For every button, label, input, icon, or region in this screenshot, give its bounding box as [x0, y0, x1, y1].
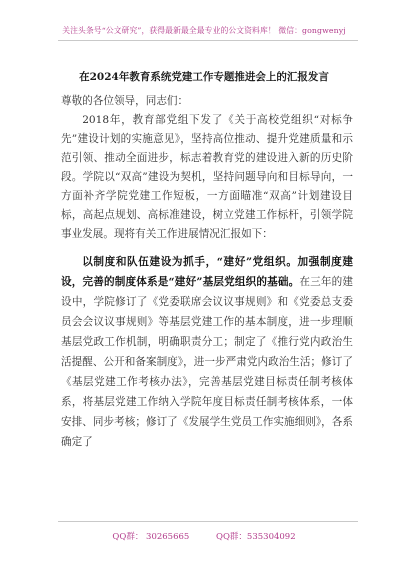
paragraph-2: [61, 252, 353, 452]
footer-contacts: [0, 530, 408, 542]
footer-qq-group-1: QQ群： 30265665: [112, 532, 190, 542]
salutation: 尊敬的各位领导，同志们：: [61, 95, 189, 107]
header-note: 关注头条号“公文研究”，获得最新最全最专业的公文资料库！ 微信：gongwenyj: [62, 26, 346, 35]
paragraph-1: 2018年，教育部党组下发了《关于高校党组织“对标争先”建设计划的实施意见》，坚持高位推动、提升党建质量和示范引领、推动全面进步，标志着教育党的建设进入新的历史阶段。学院以“双高”建设为契机，坚持问题导向和目标导向，一方面补齐学院党建工作短板，一方面瞄准“双高”计划建设目标，高起点规划、高标准建设，树立党建工作标杆，引领学院事业发展。现将有关工作进展情况汇报如下：: [61, 114, 353, 240]
document-title: 在2024年教育系统党建工作专题推进会上的汇报发言: [79, 71, 329, 83]
paragraph-2-body: 在三年的建设中，学院修订了《党委联席会议议事规则》和《党委总支委员会会议议事规则》等基层党建工作的基本制度，进一步理顺基层党政工作机制，明确职责分工；制定了《推行党内政治生活提醒、公开和备案制度》，进一步严肃党内政治生活；修订了《基层党建工作考核办法》，完善基层党建目标责任制考核体系，将基层党建工作纳入学院年度目标责任制考核体系，一体安排、同步考核；修订了《发展学生党员工作实施细则》，各系确定了: [61, 276, 354, 448]
document-body: [61, 92, 353, 452]
header-divider: [58, 40, 358, 41]
footer-divider: [58, 521, 358, 522]
paragraph-2-lead: 以制度和队伍建设为抓手，“建好”党组织。加强制度建设，完善的制度体系是“建好”基层党组织的基础。: [61, 256, 353, 288]
footer-qq-group-2: QQ群：535304092: [216, 532, 296, 542]
